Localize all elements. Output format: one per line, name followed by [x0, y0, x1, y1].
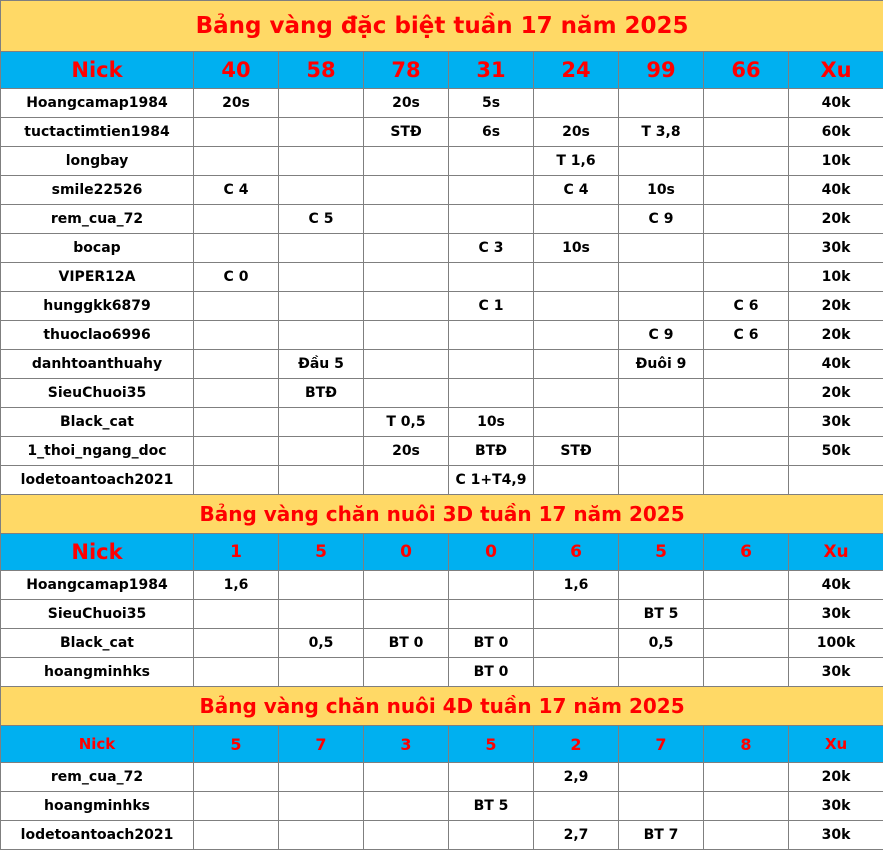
table-row [1, 205, 883, 234]
header-xu: Xu [789, 52, 883, 89]
pick-cell [194, 821, 279, 850]
pick-cell [279, 792, 364, 821]
pick-cell [364, 234, 449, 263]
pick-cell [704, 763, 789, 792]
pick-cell [364, 350, 449, 379]
pick-cell [279, 176, 364, 205]
pick-cell [619, 437, 704, 466]
nick-cell: Black_cat [1, 408, 194, 437]
table-row [1, 234, 883, 263]
table-row [1, 763, 883, 792]
pick-cell [194, 118, 279, 147]
pick-cell [449, 763, 534, 792]
pick-cell [279, 821, 364, 850]
nick-cell: smile22526 [1, 176, 194, 205]
pick-cell [279, 147, 364, 176]
pick-cell [534, 205, 619, 234]
header-xu: Xu [789, 534, 883, 571]
pick-cell: 1,6 [534, 571, 619, 600]
nick-cell: SieuChuoi35 [1, 600, 194, 629]
xu-cell: 10k [789, 263, 883, 292]
xu-cell: 30k [789, 792, 883, 821]
xu-cell: 30k [789, 658, 883, 687]
pick-cell [449, 321, 534, 350]
pick-cell: Đuôi 9 [619, 350, 704, 379]
pick-cell: BT 5 [449, 792, 534, 821]
pick-cell [364, 205, 449, 234]
xu-cell: 10k [789, 147, 883, 176]
pick-cell [279, 118, 364, 147]
pick-cell: C 5 [279, 205, 364, 234]
header-number: 58 [279, 52, 364, 89]
pick-cell [449, 205, 534, 234]
table-row [1, 379, 883, 408]
nick-cell: rem_cua_72 [1, 205, 194, 234]
header-number: 24 [534, 52, 619, 89]
pick-cell [364, 763, 449, 792]
pick-cell [619, 763, 704, 792]
nick-cell: SieuChuoi35 [1, 379, 194, 408]
section-title-row [1, 1, 883, 52]
pick-cell: Đầu 5 [279, 350, 364, 379]
table-row [1, 263, 883, 292]
pick-cell [619, 379, 704, 408]
section-title-row [1, 687, 883, 726]
header-number: 78 [364, 52, 449, 89]
pick-cell [364, 821, 449, 850]
table-row [1, 466, 883, 495]
pick-cell [279, 763, 364, 792]
section-title-row [1, 495, 883, 534]
pick-cell [534, 658, 619, 687]
pick-cell [279, 466, 364, 495]
pick-cell: 20s [364, 437, 449, 466]
pick-cell [534, 292, 619, 321]
table-row [1, 437, 883, 466]
header-number: 8 [704, 726, 789, 763]
xu-cell: 40k [789, 176, 883, 205]
header-number: 1 [194, 534, 279, 571]
header-number: 3 [364, 726, 449, 763]
header-number: 66 [704, 52, 789, 89]
nick-cell: lodetoantoach2021 [1, 821, 194, 850]
pick-cell [194, 600, 279, 629]
pick-cell [279, 234, 364, 263]
pick-cell: BTĐ [449, 437, 534, 466]
pick-cell [704, 600, 789, 629]
pick-cell [279, 292, 364, 321]
header-number: 5 [449, 726, 534, 763]
table-row [1, 321, 883, 350]
pick-cell [704, 821, 789, 850]
pick-cell: C 9 [619, 321, 704, 350]
xu-cell: 20k [789, 292, 883, 321]
section-title-chan-nuoi-4d: Bảng vàng chăn nuôi 4D tuần 17 năm 2025 [1, 687, 883, 726]
pick-cell [194, 350, 279, 379]
pick-cell: C 4 [194, 176, 279, 205]
pick-cell [364, 792, 449, 821]
pick-cell: STĐ [534, 437, 619, 466]
header-number: 5 [194, 726, 279, 763]
xu-cell: 20k [789, 763, 883, 792]
pick-cell [704, 792, 789, 821]
pick-cell [364, 379, 449, 408]
pick-cell [364, 600, 449, 629]
pick-cell [194, 437, 279, 466]
header-number: 7 [619, 726, 704, 763]
pick-cell [704, 658, 789, 687]
pick-cell [449, 600, 534, 629]
pick-cell [704, 205, 789, 234]
nick-cell: lodetoantoach2021 [1, 466, 194, 495]
pick-cell [704, 629, 789, 658]
pick-cell [194, 292, 279, 321]
nick-cell: thuoclao6996 [1, 321, 194, 350]
pick-cell: BT 5 [619, 600, 704, 629]
header-nick: Nick [1, 534, 194, 571]
pick-cell: BTĐ [279, 379, 364, 408]
pick-cell [194, 205, 279, 234]
pick-cell [619, 658, 704, 687]
pick-cell: 10s [534, 234, 619, 263]
xu-cell [789, 466, 883, 495]
table-row [1, 176, 883, 205]
pick-cell [449, 147, 534, 176]
table-row [1, 89, 883, 118]
header-number: 40 [194, 52, 279, 89]
header-number: 99 [619, 52, 704, 89]
pick-cell [534, 600, 619, 629]
pick-cell [449, 176, 534, 205]
pick-cell: T 0,5 [364, 408, 449, 437]
pick-cell: BT 0 [449, 629, 534, 658]
pick-cell: T 1,6 [534, 147, 619, 176]
pick-cell [364, 176, 449, 205]
pick-cell: BT 0 [364, 629, 449, 658]
section-title-dac-biet: Bảng vàng đặc biệt tuần 17 năm 2025 [1, 1, 883, 52]
pick-cell [619, 263, 704, 292]
pick-cell [619, 466, 704, 495]
pick-cell [704, 437, 789, 466]
pick-cell [619, 234, 704, 263]
pick-cell: BT 7 [619, 821, 704, 850]
pick-cell [194, 792, 279, 821]
pick-cell [534, 263, 619, 292]
nick-cell: rem_cua_72 [1, 763, 194, 792]
nick-cell: bocap [1, 234, 194, 263]
section-title-chan-nuoi-3d: Bảng vàng chăn nuôi 3D tuần 17 năm 2025 [1, 495, 883, 534]
pick-cell [704, 89, 789, 118]
pick-cell: C 9 [619, 205, 704, 234]
xu-cell: 40k [789, 89, 883, 118]
pick-cell: 20s [534, 118, 619, 147]
pick-cell [619, 89, 704, 118]
pick-cell [704, 571, 789, 600]
xu-cell: 50k [789, 437, 883, 466]
pick-cell: 10s [449, 408, 534, 437]
header-number: 2 [534, 726, 619, 763]
table-row [1, 118, 883, 147]
pick-cell: C 3 [449, 234, 534, 263]
table-row [1, 350, 883, 379]
xu-cell: 30k [789, 821, 883, 850]
nick-cell: longbay [1, 147, 194, 176]
xu-cell: 20k [789, 205, 883, 234]
pick-cell [704, 350, 789, 379]
pick-cell [534, 408, 619, 437]
pick-cell [194, 658, 279, 687]
pick-cell [279, 437, 364, 466]
pick-cell: T 3,8 [619, 118, 704, 147]
xu-cell: 40k [789, 350, 883, 379]
pick-cell [619, 408, 704, 437]
nick-cell: Hoangcamap1984 [1, 571, 194, 600]
pick-cell [279, 321, 364, 350]
xu-cell: 20k [789, 379, 883, 408]
header-number: 6 [534, 534, 619, 571]
pick-cell [364, 263, 449, 292]
pick-cell [704, 234, 789, 263]
xu-cell: 60k [789, 118, 883, 147]
nick-cell: hoangminhks [1, 658, 194, 687]
pick-cell [449, 821, 534, 850]
header-number: 0 [449, 534, 534, 571]
table-row [1, 292, 883, 321]
pick-cell [534, 89, 619, 118]
pick-cell [534, 466, 619, 495]
pick-cell [449, 571, 534, 600]
pick-cell: 10s [619, 176, 704, 205]
xu-cell: 100k [789, 629, 883, 658]
table-row [1, 408, 883, 437]
pick-cell [449, 379, 534, 408]
table-row [1, 658, 883, 687]
pick-cell [194, 234, 279, 263]
table-row [1, 821, 883, 850]
pick-cell: 0,5 [279, 629, 364, 658]
pick-cell: C 0 [194, 263, 279, 292]
pick-cell [194, 379, 279, 408]
pick-cell [279, 263, 364, 292]
pick-cell [449, 263, 534, 292]
pick-cell: 1,6 [194, 571, 279, 600]
pick-cell [279, 658, 364, 687]
pick-cell [534, 321, 619, 350]
nick-cell: 1_thoi_ngang_doc [1, 437, 194, 466]
header-row [1, 534, 883, 571]
pick-cell: C 4 [534, 176, 619, 205]
nick-cell: hoangminhks [1, 792, 194, 821]
pick-cell: BT 0 [449, 658, 534, 687]
table-row [1, 571, 883, 600]
pick-cell [279, 571, 364, 600]
pick-cell [364, 292, 449, 321]
pick-cell: 2,9 [534, 763, 619, 792]
header-number: 7 [279, 726, 364, 763]
nick-cell: VIPER12A [1, 263, 194, 292]
pick-cell [194, 763, 279, 792]
header-nick: Nick [1, 726, 194, 763]
nick-cell: Black_cat [1, 629, 194, 658]
pick-cell [704, 466, 789, 495]
xu-cell: 40k [789, 571, 883, 600]
pick-cell: C 6 [704, 321, 789, 350]
pick-cell [704, 263, 789, 292]
pick-cell [449, 350, 534, 379]
header-row [1, 726, 883, 763]
header-number: 6 [704, 534, 789, 571]
pick-cell [279, 89, 364, 118]
pick-cell [704, 118, 789, 147]
xu-cell: 30k [789, 234, 883, 263]
header-number: 31 [449, 52, 534, 89]
xu-cell: 30k [789, 600, 883, 629]
pick-cell [364, 321, 449, 350]
pick-cell: 0,5 [619, 629, 704, 658]
header-row [1, 52, 883, 89]
pick-cell: STĐ [364, 118, 449, 147]
xu-cell: 30k [789, 408, 883, 437]
pick-cell [194, 147, 279, 176]
pick-cell [279, 408, 364, 437]
pick-cell [619, 292, 704, 321]
pick-cell: C 1 [449, 292, 534, 321]
pick-cell [364, 571, 449, 600]
table-row [1, 147, 883, 176]
table-row [1, 792, 883, 821]
header-number: 0 [364, 534, 449, 571]
pick-cell [704, 176, 789, 205]
pick-cell [534, 629, 619, 658]
pick-cell: 5s [449, 89, 534, 118]
pick-cell [194, 629, 279, 658]
table-row [1, 629, 883, 658]
pick-cell [364, 147, 449, 176]
pick-cell: 2,7 [534, 821, 619, 850]
nick-cell: hunggkk6879 [1, 292, 194, 321]
pick-cell: 20s [364, 89, 449, 118]
nick-cell: danhtoanthuahy [1, 350, 194, 379]
xu-cell: 20k [789, 321, 883, 350]
header-number: 5 [279, 534, 364, 571]
pick-cell [619, 147, 704, 176]
pick-cell: 6s [449, 118, 534, 147]
pick-cell [534, 350, 619, 379]
pick-cell [704, 408, 789, 437]
pick-cell [534, 379, 619, 408]
pick-cell [619, 792, 704, 821]
table-row [1, 600, 883, 629]
pick-cell: 20s [194, 89, 279, 118]
pick-cell [194, 321, 279, 350]
nick-cell: Hoangcamap1984 [1, 89, 194, 118]
header-nick: Nick [1, 52, 194, 89]
header-number: 5 [619, 534, 704, 571]
nick-cell: tuctactimtien1984 [1, 118, 194, 147]
pick-cell [704, 147, 789, 176]
header-xu: Xu [789, 726, 883, 763]
pick-cell [364, 658, 449, 687]
pick-cell [534, 792, 619, 821]
pick-cell [194, 466, 279, 495]
pick-cell [704, 379, 789, 408]
pick-cell: C 1+T4,9 [449, 466, 534, 495]
pick-cell [194, 408, 279, 437]
pick-cell [619, 571, 704, 600]
pick-cell [279, 600, 364, 629]
pick-cell [364, 466, 449, 495]
pick-cell: C 6 [704, 292, 789, 321]
